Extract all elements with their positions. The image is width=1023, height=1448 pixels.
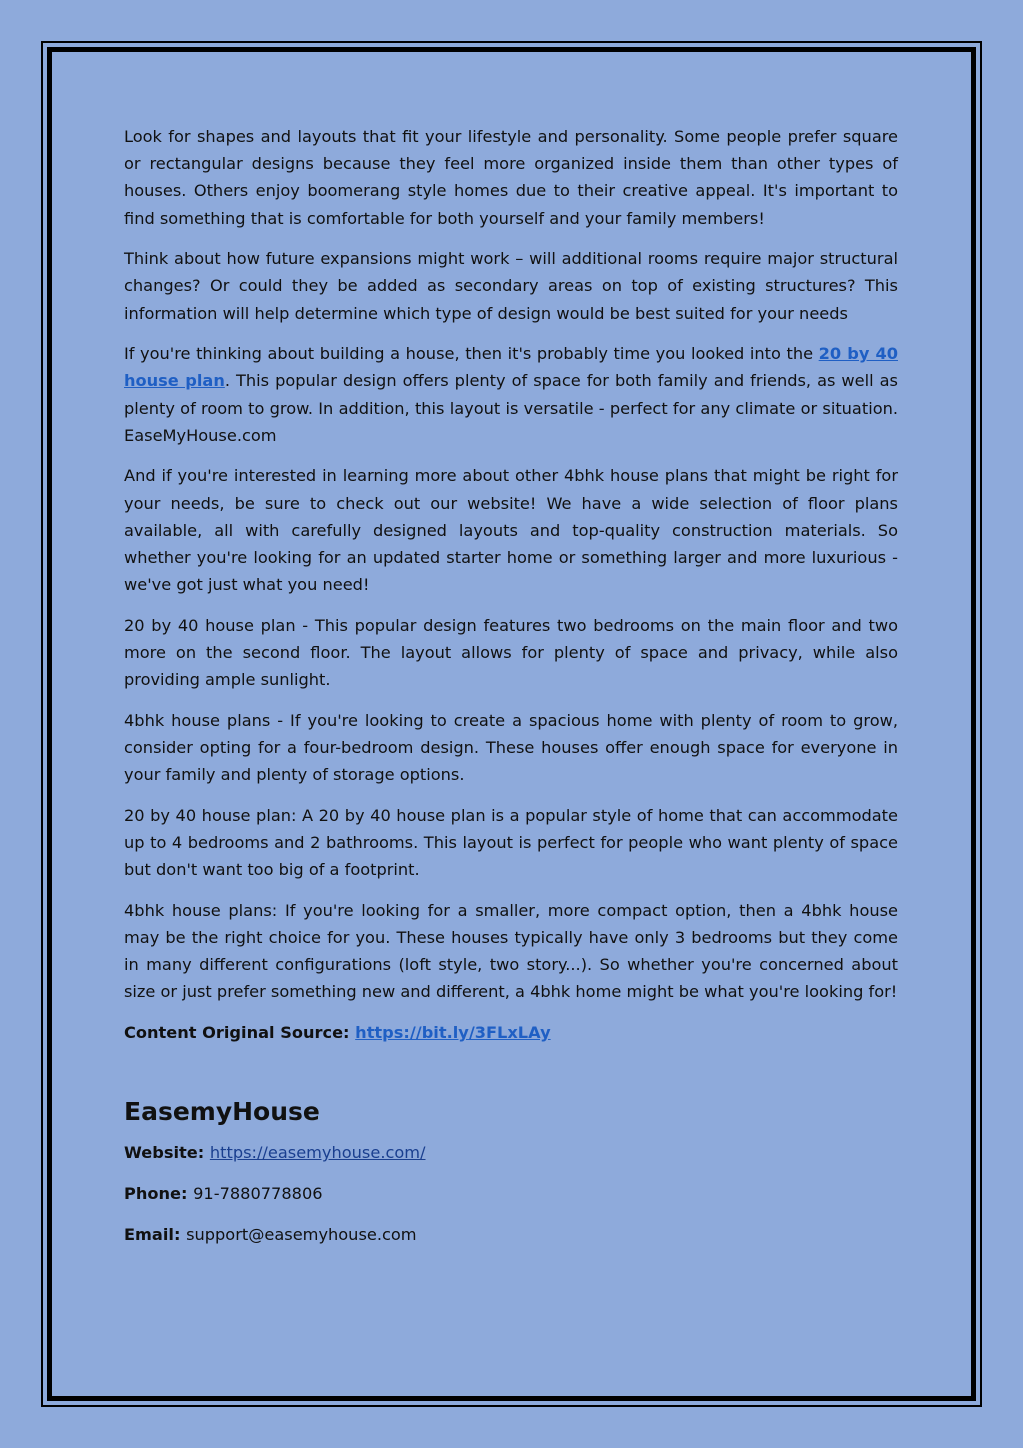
email-value: support@easemyhouse.com (186, 1224, 417, 1244)
paragraph-3-text-b: . This popular design offers plenty of space for both family and friends, as well as plenty of room to grow. In addition, this layout is versatile - perfect for any climate or situation. EaseMyHouse.com (124, 371, 898, 445)
email-line (124, 1221, 898, 1248)
paragraph-5: 20 by 40 house plan - This popular design features two bedrooms on the main floor and two more on the second floor. The layout allows for plenty of space and privacy, while also providing ample sunlight. (124, 615, 898, 690)
source-line (124, 1019, 898, 1046)
paragraph-4: And if you're interested in learning more about other 4bhk house plans that might be right for your needs, be sure to check out our website! We have a wide selection of floor plans available, all with carefully designed layouts and top-quality construction materials. So whether you're looking for an updated starter home or something larger and more luxurious - we've got just what you need! (124, 466, 898, 595)
source-link[interactable]: https://bit.ly/3FLxLAy (355, 1023, 551, 1043)
website-label: Website: (124, 1143, 210, 1163)
paragraph-3 (124, 340, 898, 449)
website-line (124, 1139, 898, 1166)
house-plan-link[interactable]: 20 by 40 house plan (124, 344, 898, 391)
email-label: Email: (124, 1224, 187, 1244)
source-label: Content Original Source: (124, 1023, 356, 1043)
paragraph-2: Think about how future expansions might work – will additional rooms require major structural changes? Or could they be added as secondary areas on top of existing structures? This information will help determine which type of design would be best suited for your needs (124, 249, 898, 323)
paragraph-7: 20 by 40 house plan: A 20 by 40 house plan is a popular style of home that can accommodate up to 4 bedrooms and 2 bathrooms. This layout is perfect for people who want plenty of space but don't want too big of a footprint. (124, 805, 898, 880)
paragraph-1: Look for shapes and layouts that fit your lifestyle and personality. Some people prefer square or rectangular designs because they feel more organized inside them than other types of houses. Others enjoy boomerang style homes due to their creative appeal. It's important to find something that is comfortable for both yourself and your family members! (124, 127, 898, 228)
paragraph-8: 4bhk house plans: If you're looking for a smaller, more compact option, then a 4bhk house may be the right choice for you. These houses typically have only 3 bedrooms but they come in many different configurations (loft style, two story...). So whether you're concerned about size or just prefer something new and different, a 4bhk home might be what you're looking for! (124, 900, 898, 1002)
phone-line (124, 1180, 898, 1207)
brand-heading: EasemyHouse (124, 1097, 320, 1127)
paragraph-3-text-a: If you're thinking about building a house, then it's probably time you looked into the (124, 344, 819, 364)
document-body (124, 123, 898, 1261)
paragraph-6: 4bhk house plans - If you're looking to create a spacious home with plenty of room to grow, consider opting for a four-bedroom design. These houses offer enough space for everyone in your family and plenty of storage options. (124, 710, 898, 785)
phone-value: 91-7880778806 (193, 1184, 323, 1204)
website-link[interactable]: https://easemyhouse.com/ (209, 1143, 426, 1163)
contact-block (124, 1139, 898, 1247)
phone-label: Phone: (124, 1184, 194, 1204)
